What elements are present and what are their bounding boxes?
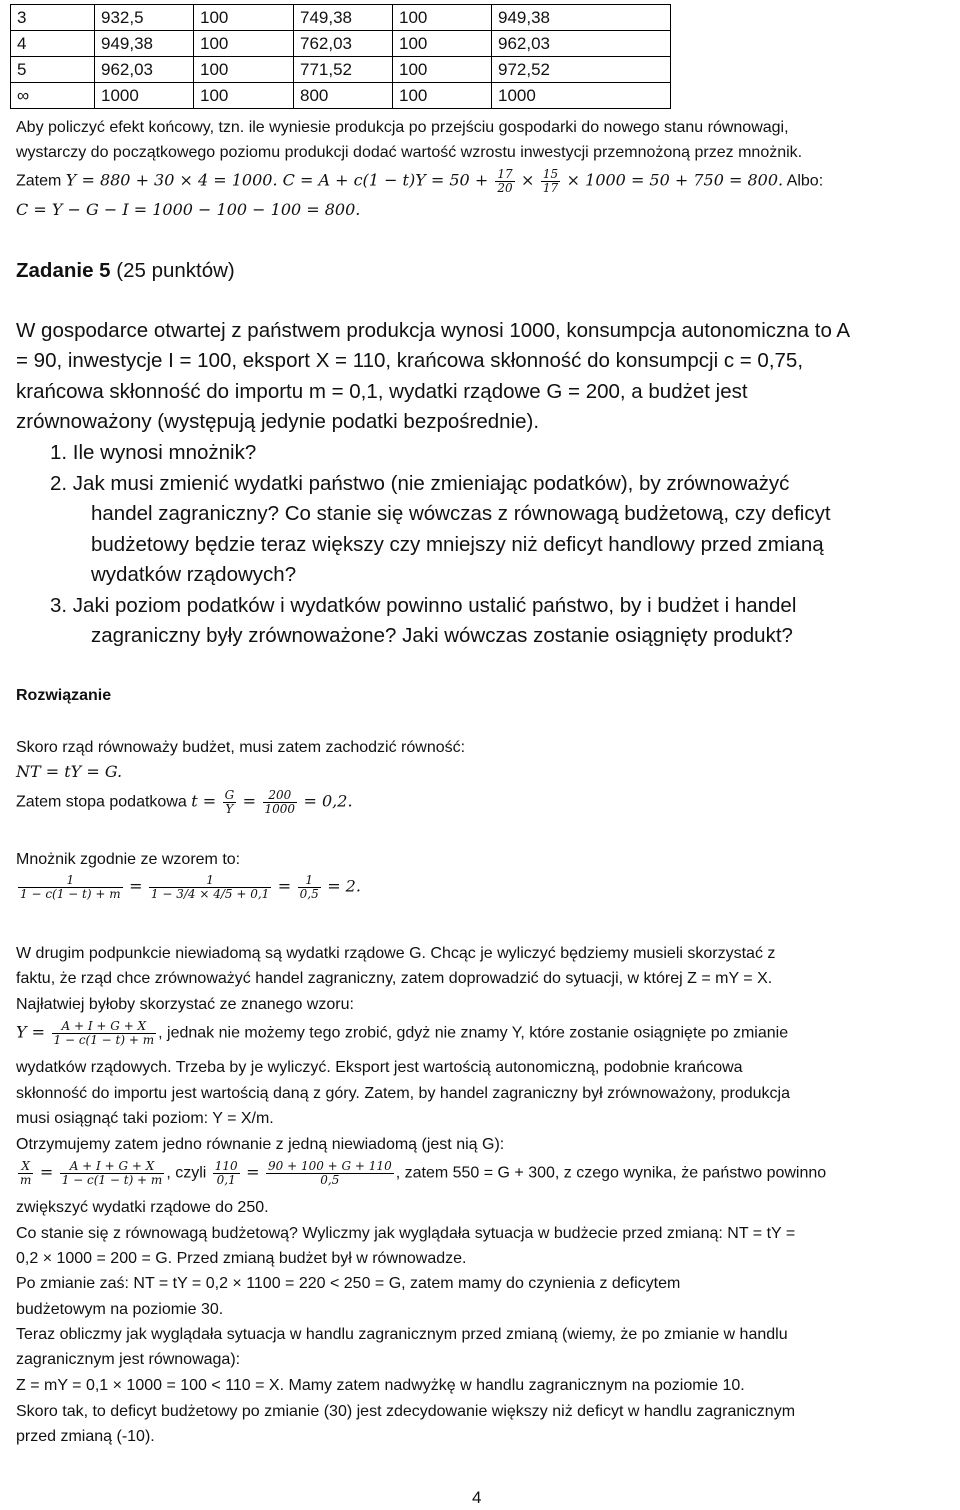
body-line-4-text: , jednak nie możemy tego zrobić, gdyż nie znamy Y, które zostanie osiągnięte po zmianie (158, 1024, 789, 1042)
results-table (10, 4, 671, 109)
fraction-g-y: $\frac{G}{Y}$ (224, 788, 235, 816)
body-line-14: budżetowym na poziomie 30. (16, 1301, 224, 1318)
solution-line-1: Skoro rząd równoważy budżet, musi zatem zachodzić równość: (16, 739, 466, 756)
table-cell: 100 (194, 31, 294, 57)
table-cell: 762,03 (294, 31, 393, 57)
task-paragraph-4: zrównoważony (występują jedynie podatki bezpośrednie). (16, 410, 540, 433)
table-cell: 932,5 (95, 5, 194, 31)
intro-equation-2: C = Y − G − I = 1000 − 100 − 100 = 800. (16, 200, 361, 219)
fraction-multiplier-formula: $\frac{1}{1 - c(1 - t) + m}$ (20, 873, 121, 901)
question-3-line-1: 3. Jaki poziom podatków i wydatków powinno ustalić państwo, by i budżet i handel (50, 594, 797, 617)
body-line-7: musi osiągnąć taki poziom: Y = X/m. (16, 1110, 274, 1127)
solution-tax-rate (16, 789, 353, 816)
task-title (16, 256, 235, 286)
question-3-line-2: zagraniczny były zrównoważone? Jaki wówczas zostanie osiągnięty produkt? (91, 624, 793, 647)
body-line-6: skłonność do importu jest wartością daną z góry. Zatem, by handel zagraniczny był zrównoważony, produkcja (16, 1085, 791, 1102)
table-cell: 749,38 (294, 5, 393, 31)
y-equals: Y = (16, 1022, 46, 1042)
tax-rate-result: = 0,2. (303, 791, 353, 811)
equals-sign: = (39, 1162, 54, 1182)
equation-end: × 1000 = 50 + 750 = 800. (566, 170, 784, 190)
table-cell: ∞ (11, 83, 95, 109)
body-line-1: W drugim podpunkcie niewiadomą są wydatki rządowe G. Chcąc je wyliczyć będziemy musieli skorzystać z (16, 945, 776, 962)
body-line-11: Co stanie się z równowagą budżetową? Wyliczmy jak wyglądała sytuacja w budżecie przed zmianą: NT = tY = (16, 1225, 796, 1242)
task-paragraph-1: W gospodarce otwartej z państwem produkcja wynosi 1000, konsumpcja autonomiczna to A (16, 319, 851, 342)
table-cell: 4 (11, 31, 95, 57)
intro-line-2: wystarczy do początkowego poziomu produkcji dodać wartość wzrostu inwestycji przemnożoną przez mnożnik. (16, 144, 803, 161)
equals-sign: = (246, 1162, 260, 1182)
table-row (11, 83, 671, 109)
question-2-line-3: budżetowy będzie teraz większy czy mniejszy niż deficyt handlowy przed zmianą (91, 533, 824, 556)
table-cell: 100 (393, 83, 492, 109)
body-line-16: zagranicznym jest równowaga): (16, 1351, 241, 1368)
fraction-110-01: $\frac{110}{0,1}$ (214, 1159, 238, 1187)
table-row (11, 31, 671, 57)
page-number: 4 (472, 1488, 482, 1507)
table-cell: 100 (393, 57, 492, 83)
fraction-x-m: $\frac{X}{m}$ (20, 1159, 32, 1187)
fraction-200-1000: $\frac{200}{1000}$ (264, 788, 296, 816)
multiplier-heading: Mnożnik zgodnie ze wzorem to: (16, 851, 241, 868)
times-sign: × (521, 170, 535, 190)
table-cell: 972,52 (492, 57, 671, 83)
fraction-17-20: $\frac{17}{20}$ (497, 167, 513, 195)
table-cell: 800 (294, 83, 393, 109)
table-cell: 100 (393, 31, 492, 57)
equation-y-c: Y = 880 + 30 × 4 = 1000. C = A + c(1 − t)Y = 50 + (65, 170, 494, 190)
question-2-line-2: handel zagraniczny? Co stanie się wówczas z równowagą budżetową, czy deficyt (91, 502, 831, 525)
body-line-10: zwiększyć wydatki rządowe do 250. (16, 1199, 269, 1216)
table-cell: 3 (11, 5, 95, 31)
czyli-text: , czyli (166, 1164, 207, 1182)
tax-rate-t: t = (191, 791, 217, 811)
intro-line-1: Aby policzyć efekt końcowy, tzn. ile wyniesie produkcja po przejściu gospodarki do nowego stanu równowagi, (16, 119, 789, 136)
body-line-8: Otrzymujemy zatem jedno równanie z jedną niewiadomą (jest nią G): (16, 1136, 505, 1153)
table-cell: 100 (194, 83, 294, 109)
body-line-9 (16, 1160, 826, 1187)
body-line-13: Po zmianie zaś: NT = tY = 0,2 × 1100 = 220 < 250 = G, zatem mamy do czynienia z deficytem (16, 1275, 681, 1292)
task-paragraph-2: = 90, inwestycje I = 100, eksport X = 110, krańcowa skłonność do konsumpcji c = 0,75, (16, 349, 804, 372)
fraction-sum-05: $\frac{90 + 100 + G + 110}{0,5}$ (267, 1159, 392, 1187)
fraction-1-05: $\frac{1}{0,5}$ (299, 873, 319, 901)
table-cell: 1000 (95, 83, 194, 109)
equals-sign: = (129, 876, 143, 896)
task-paragraph-3: krańcowa skłonność do importu m = 0,1, wydatki rządowe G = 200, a budżet jest (16, 380, 748, 403)
table-cell: 962,03 (95, 57, 194, 83)
solution-equation-nt: NT = tY = G. (16, 762, 123, 781)
multiplier-result: = 2. (327, 876, 361, 896)
fraction-y-formula: $\frac{A + I + G + X}{1 - c(1 - t) + m}$ (53, 1019, 155, 1047)
task-points: (25 punktów) (110, 259, 235, 282)
body-line-12: 0,2 × 1000 = 200 = G. Przed zmianą budżet był w równowadze. (16, 1250, 467, 1267)
body-line-5: wydatków rządowych. Trzeba by je wyliczyć. Eksport jest wartością autonomiczną, podobnie krańcowa (16, 1059, 743, 1076)
table-cell: 100 (194, 5, 294, 31)
zatem-text: Zatem (16, 172, 62, 190)
body-line-15: Teraz obliczmy jak wyglądała sytuacja w handlu zagranicznym przed zmianą (wiemy, że po zmianie w handlu (16, 1326, 788, 1343)
table-cell: 1000 (492, 83, 671, 109)
table-cell: 771,52 (294, 57, 393, 83)
body-line-2: faktu, że rząd chce zrównoważyć handel zagraniczny, zatem doprowadzić do sytuacji, w której Z = mY = X. (16, 970, 773, 987)
table-cell: 949,38 (95, 31, 194, 57)
body-line-17: Z = mY = 0,1 × 1000 = 100 < 110 = X. Mamy zatem nadwyżkę w handlu zagranicznym na poziomie 10. (16, 1377, 745, 1394)
table-cell: 949,38 (492, 5, 671, 31)
equals-sign: = (242, 791, 257, 811)
albo-text: Albo: (786, 172, 824, 190)
solution-heading: Rozwiązanie (16, 687, 112, 704)
tax-rate-text: Zatem stopa podatkowa (16, 793, 187, 811)
body-line-18: Skoro tak, to deficyt budżetowy po zmianie (30) jest zdecydowanie większy niż deficyt w handlu zagranicznym (16, 1403, 796, 1420)
multiplier-equation (16, 874, 361, 901)
task-title-bold: Zadanie 5 (16, 259, 111, 282)
equals-sign: = (277, 876, 292, 896)
body-line-4 (16, 1020, 788, 1047)
table-cell: 5 (11, 57, 95, 83)
question-2-line-1: 2. Jak musi zmienić wydatki państwo (nie zmieniając podatków), by zrównoważyć (50, 472, 790, 495)
body-line-19: przed zmianą (-10). (16, 1428, 155, 1445)
table-cell: 100 (194, 57, 294, 83)
table-row (11, 5, 671, 31)
question-2-line-4: wydatków rządowych? (91, 563, 297, 586)
fraction-multiplier-values: $\frac{1}{1 - 3/4 \times 4/5 + 0,1}$ (150, 873, 270, 901)
fraction-y-formula-2: $\frac{A + I + G + X}{1 - c(1 - t) + m}$ (61, 1159, 163, 1187)
table-cell: 962,03 (492, 31, 671, 57)
body-line-9-text: , zatem 550 = G + 300, z czego wynika, że państwo powinno (395, 1164, 827, 1182)
table-cell: 100 (393, 5, 492, 31)
fraction-15-17: $\frac{15}{17}$ (542, 167, 559, 195)
body-line-3: Najłatwiej byłoby skorzystać ze znanego wzoru: (16, 996, 354, 1013)
question-1: 1. Ile wynosi mnożnik? (50, 441, 257, 464)
intro-equation-1 (16, 168, 823, 195)
table-row (11, 57, 671, 83)
